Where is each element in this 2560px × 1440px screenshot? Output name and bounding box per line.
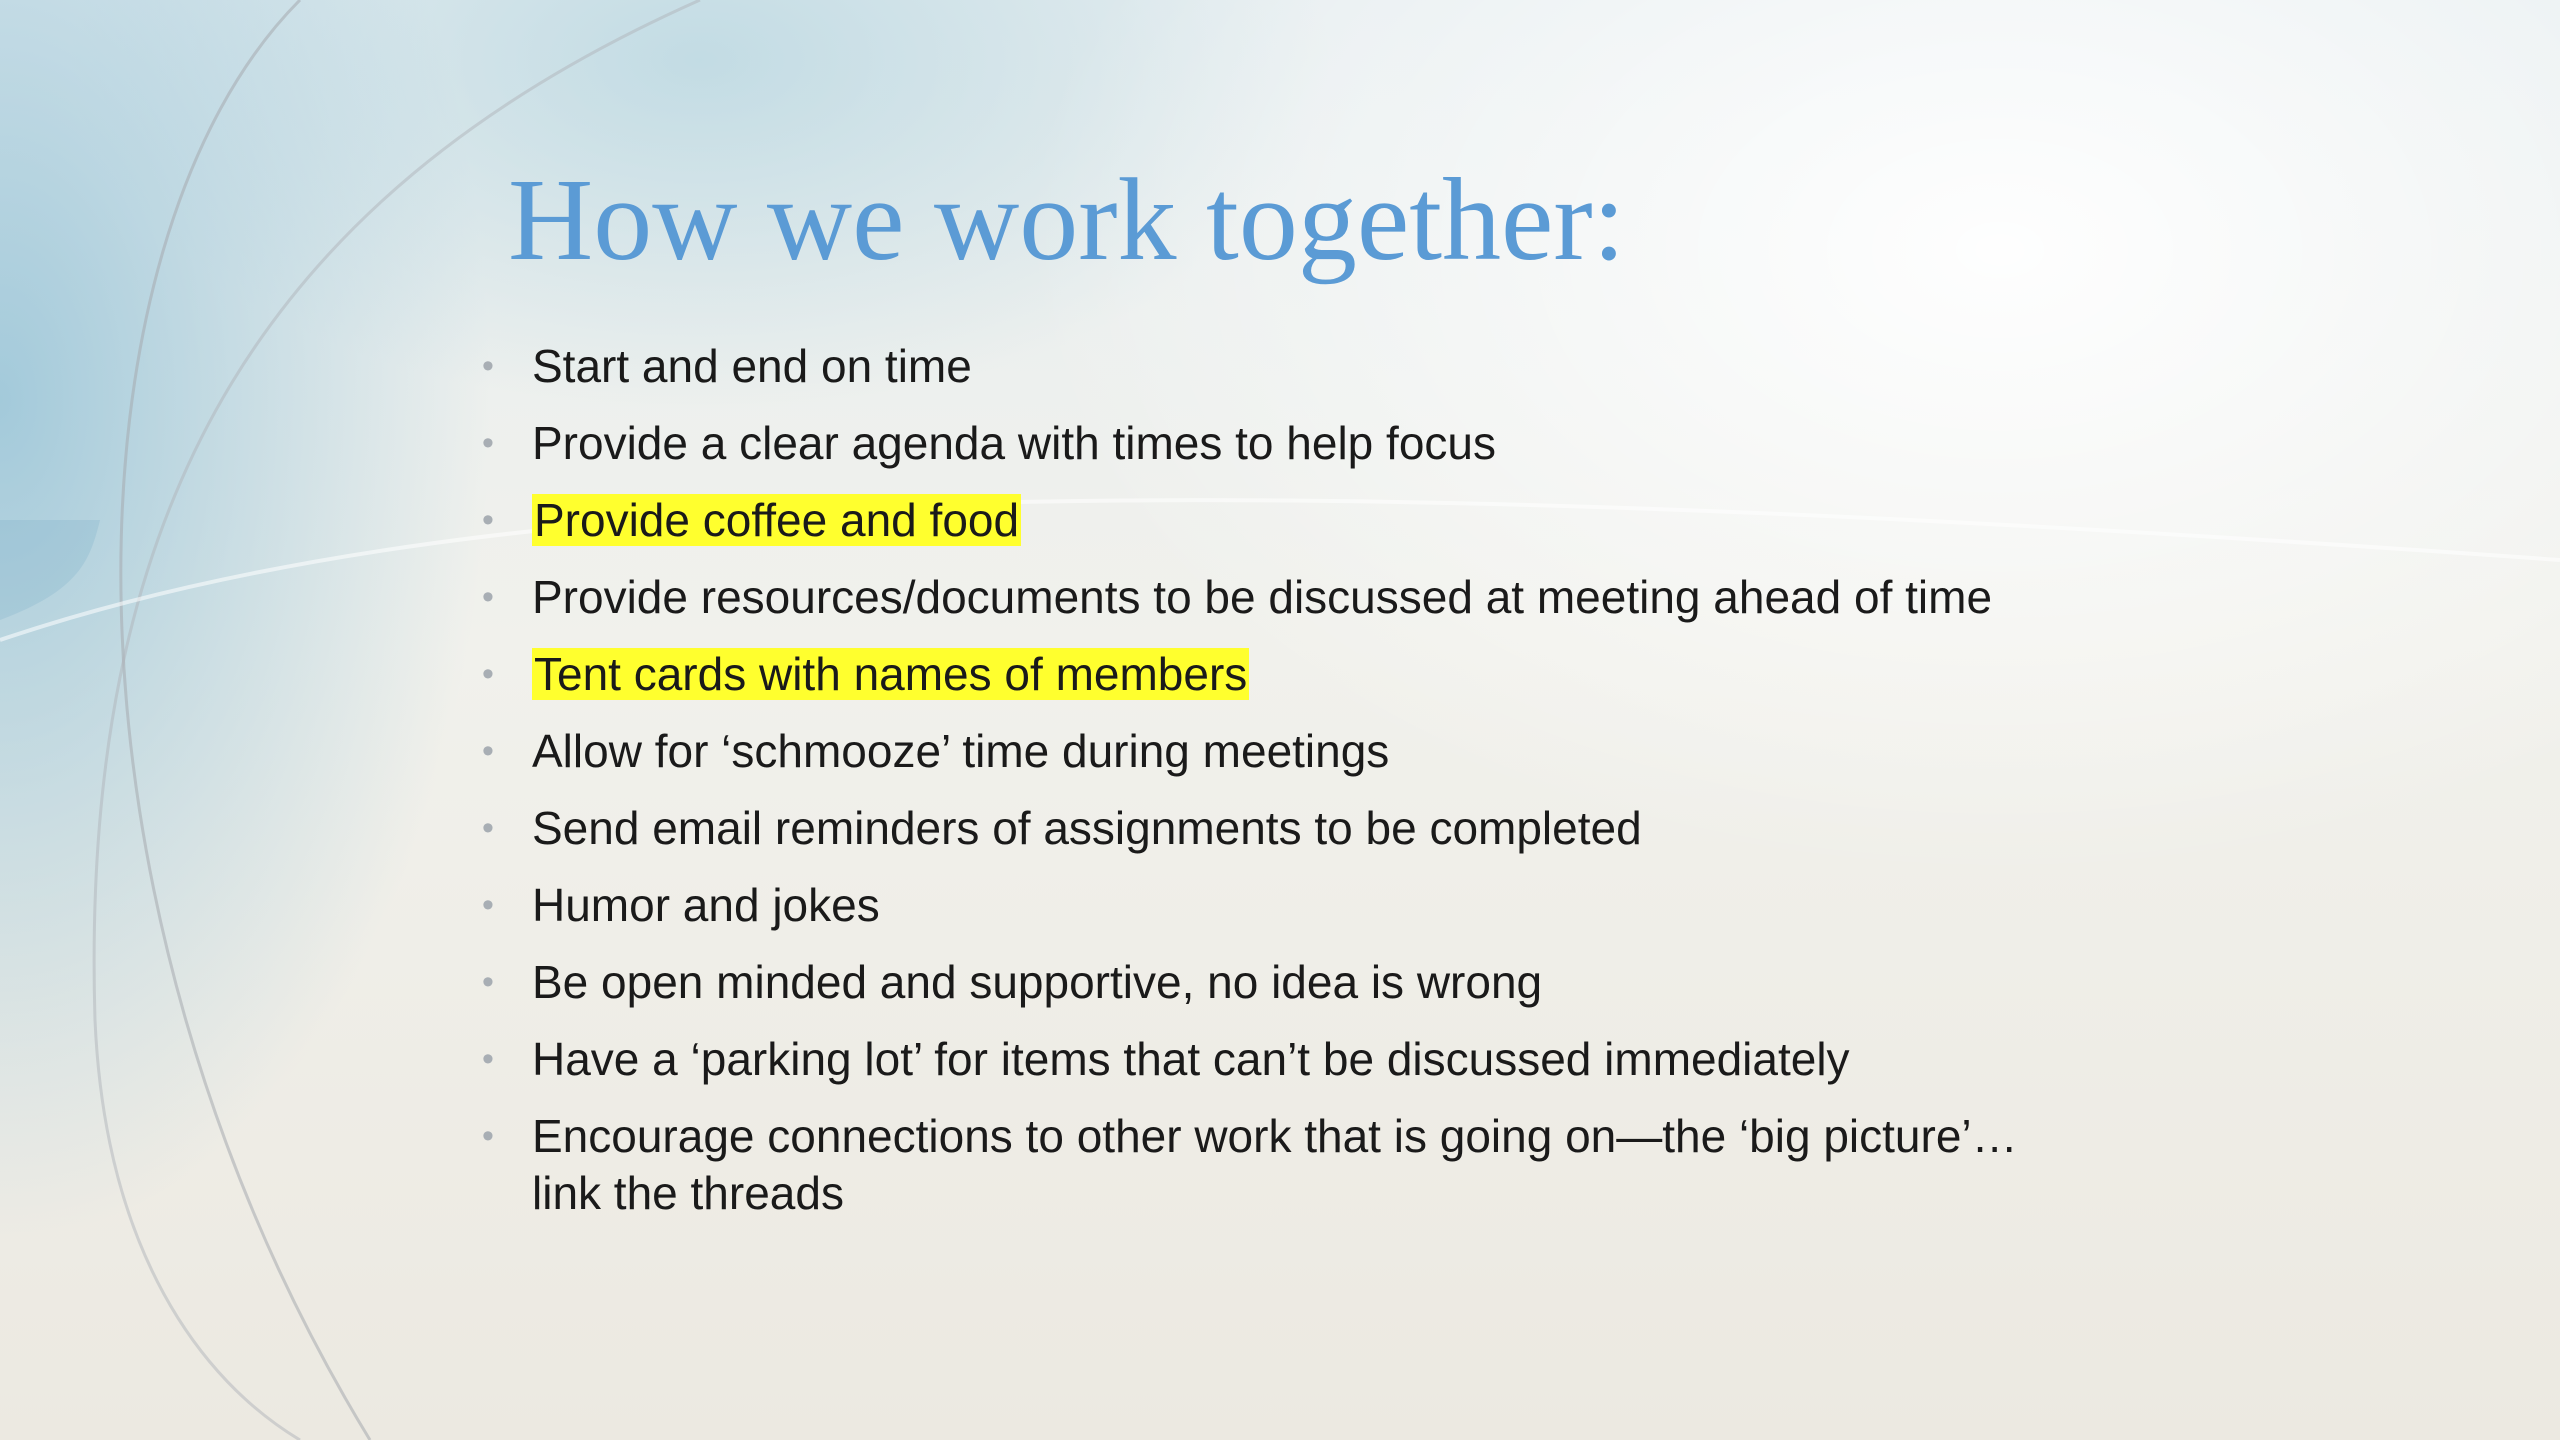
slide-title: How we work together: [508,154,1626,285]
bullet-list [480,338,2040,1242]
bullet-icon: • [482,809,494,847]
bullet-text: Humor and jokes [532,879,880,931]
highlighted-bullet-text: Provide coffee and food [534,494,1020,546]
bullet-item [480,492,2040,549]
bullet-item [480,338,2040,395]
bullet-item [480,800,2040,857]
bullet-item [480,646,2040,703]
bullet-item [480,954,2040,1011]
bullet-icon: • [482,424,494,462]
bullet-item [480,1108,2040,1222]
bullet-icon: • [482,963,494,1001]
bullet-icon: • [482,347,494,385]
bullet-icon: • [482,501,494,539]
bullet-item [480,1031,2040,1088]
bullet-text: Send email reminders of assignments to be completed [532,802,1642,854]
bullet-text: Be open minded and supportive, no idea is wrong [532,956,1543,1008]
bullet-item [480,877,2040,934]
bullet-icon: • [482,1040,494,1078]
bullet-text: Allow for ‘schmooze’ time during meetings [532,725,1390,777]
highlighted-bullet-text: Tent cards with names of members [534,648,1248,700]
bullet-text: Provide resources/documents to be discussed at meeting ahead of time [532,571,1993,623]
bullet-icon: • [482,732,494,770]
bullet-item [480,415,2040,472]
bullet-icon: • [482,886,494,924]
bullet-text: Provide a clear agenda with times to help focus [532,417,1496,469]
bullet-text: Start and end on time [532,340,972,392]
bullet-icon: • [482,655,494,693]
bullet-item [480,569,2040,626]
bullet-text: Have a ‘parking lot’ for items that can’t be discussed immediately [532,1033,1850,1085]
bullet-icon: • [482,1117,494,1155]
bullet-item [480,723,2040,780]
bullet-icon: • [482,578,494,616]
bullet-text: Encourage connections to other work that is going on—the ‘big picture’… link the threads [532,1110,2018,1219]
